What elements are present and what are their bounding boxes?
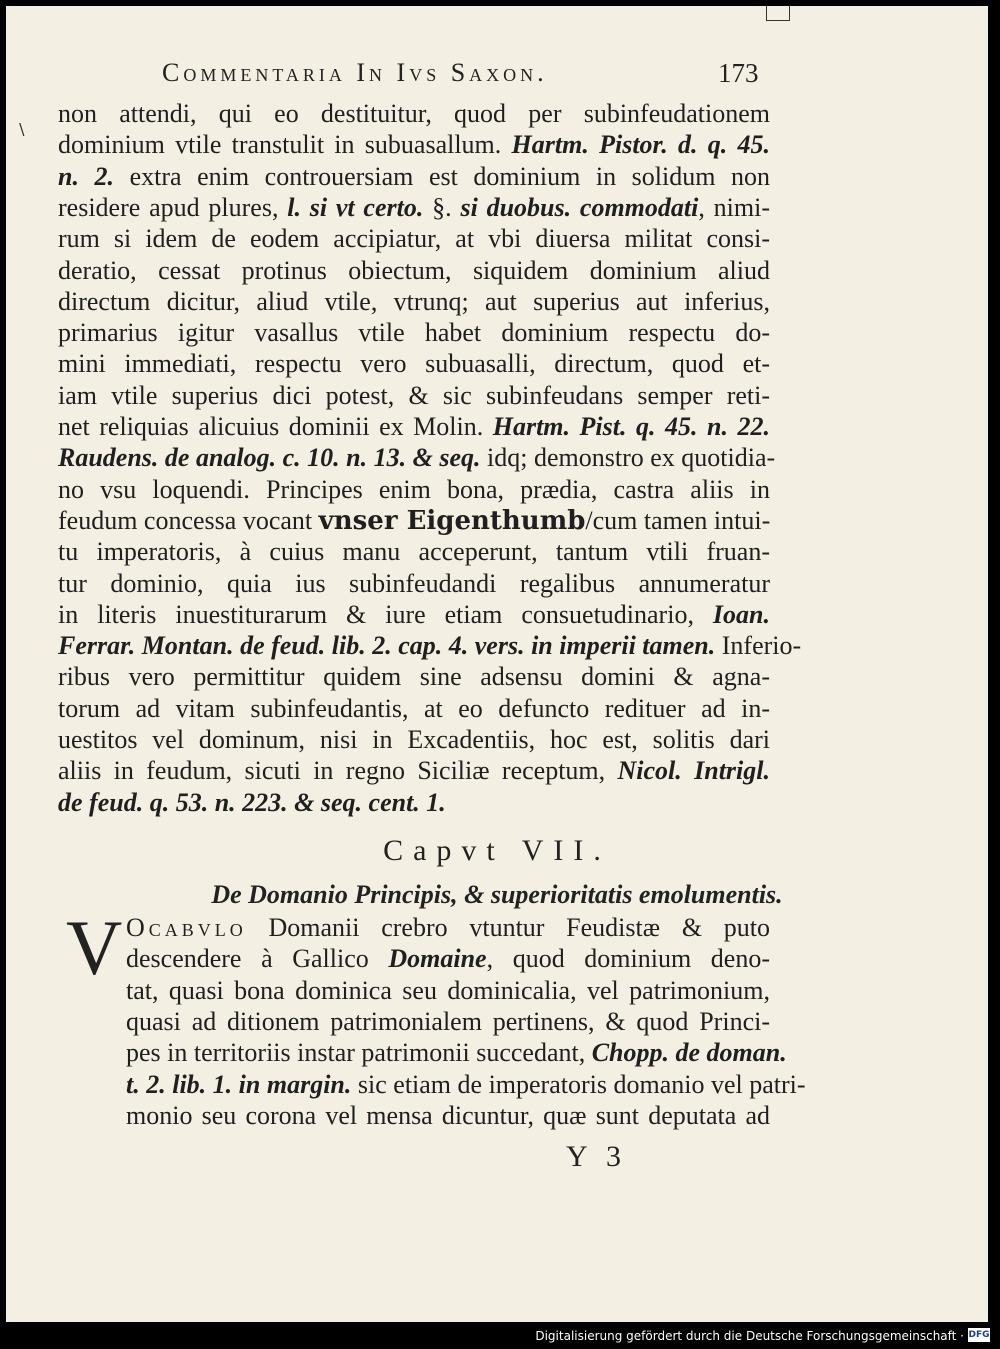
text-run: monio seu corona vel mensa dicuntur, quæ sunt deputata ad <box>126 1100 770 1130</box>
signature-mark: Y 3 <box>566 1140 628 1173</box>
text-run: tat, quasi bona dominica seu dominicalia, vel patrimonium, <box>126 975 770 1005</box>
text-line <box>126 943 770 975</box>
italic-citation: Hartm. Pistor. d. q. 45. <box>511 130 770 160</box>
italic-citation: n. 2. <box>58 161 115 191</box>
text-line <box>126 975 770 1007</box>
chapter-number: Capvt VII. <box>383 834 611 867</box>
text-run: primarius igitur vasallus vtile habet dominium respectu do- <box>58 318 770 348</box>
text-run: torum ad vitam subinfeudantis, at eo defuncto redituer ad in- <box>58 693 770 723</box>
text-line <box>58 348 770 380</box>
text-run: deratio, cessat protinus obiectum, siquidem dominium aliud <box>58 255 770 285</box>
text-line <box>58 599 770 631</box>
text-run: ribus vero permittitur quidem sine adsensu domini & agna- <box>58 662 770 692</box>
text-line <box>58 192 770 224</box>
text-run: net reliquias alicuius dominii ex Molin. <box>58 412 493 441</box>
text-run: pes in territoriis instar patrimonii succedant, <box>126 1038 592 1068</box>
text-run: , nimi- <box>698 192 770 222</box>
text-line <box>126 1006 770 1038</box>
text-run: iam vtile superius dici potest, & sic subinfeudans semper reti- <box>58 380 770 410</box>
text-run: Ocabvlo <box>126 913 247 942</box>
text-line <box>58 724 770 756</box>
running-title: Commentaria In Ivs Saxon. <box>162 58 548 87</box>
text-line <box>58 98 770 130</box>
text-line <box>58 161 770 193</box>
page-number: 173 <box>718 58 759 88</box>
text-line <box>58 755 770 787</box>
text-line <box>58 787 446 819</box>
document-page <box>6 6 988 1322</box>
text-run: §. <box>423 192 461 222</box>
text-line <box>126 1037 787 1069</box>
text-line <box>58 693 770 725</box>
text-line <box>58 630 802 662</box>
text-line <box>58 223 770 255</box>
italic-citation: si duobus. commodati <box>460 192 699 222</box>
text-line <box>58 505 770 537</box>
text-line <box>58 568 770 600</box>
text-run: sic etiam de imperatoris domanio vel patri- <box>351 1069 806 1099</box>
dfg-logo: DFG <box>968 1330 990 1340</box>
text-line <box>58 661 770 693</box>
blackletter-phrase: vnser Eigenthumb <box>318 505 586 536</box>
text-run: uestitos vel dominum, nisi in Excadentiis, hoc est, solitis dari <box>58 725 770 754</box>
page-header <box>6 58 988 98</box>
text-run: residere apud plures, <box>58 192 288 222</box>
text-line <box>58 536 770 568</box>
italic-citation: Chopp. de doman. <box>591 1038 787 1068</box>
text-run: extra enim controuersiam est dominium in solidum non <box>114 161 770 191</box>
margin-mark: ∖ <box>16 122 27 139</box>
text-line <box>58 286 770 318</box>
text-line <box>58 411 770 443</box>
text-line <box>58 474 770 506</box>
chapter-title: De Domanio Principis, & superioritatis emolumentis. <box>211 880 783 909</box>
text-line <box>58 380 770 412</box>
text-run: aliis in feudum, sicuti in regno Siciliæ receptum, <box>58 756 618 786</box>
digitization-credit: Digitalisierung gefördert durch die Deutsche Forschungsgemeinschaft · <box>535 1329 964 1343</box>
text-run: feudum concessa vocant <box>58 505 319 535</box>
text-run: in literis inuestiturarum & iure etiam consuetudinario, <box>58 599 713 629</box>
text-run: no vsu loquendi. Principes enim bona, prædia, castra aliis in <box>58 474 770 504</box>
text-line <box>58 317 770 349</box>
italic-citation: Raudens. de analog. c. 10. n. 13. & seq. <box>58 443 481 473</box>
text-line <box>58 129 770 161</box>
text-run: , quod dominium deno- <box>486 944 770 974</box>
text-run: mini immediati, respectu vero subuasalli, directum, quod et- <box>58 349 770 379</box>
text-line <box>126 912 770 944</box>
text-run: /cum tamen intui- <box>585 505 771 535</box>
text-run: non attendi, qui eo destituitur, quod per subinfeudationem <box>58 99 770 128</box>
italic-citation: Hartm. Pist. q. 45. n. 22. <box>492 412 770 441</box>
text-run: Domanii crebro vtuntur Feudistæ & puto <box>246 913 770 942</box>
text-run: tu imperatoris, à cuius manu acceperunt, tantum vtili fruan- <box>58 537 770 567</box>
text-run: rum si idem de eodem accipiatur, at vbi diuersa militat consi- <box>58 224 770 254</box>
italic-citation: Nicol. Intrigl. <box>617 756 770 786</box>
text-run: descendere à Gallico <box>126 944 389 974</box>
text-run: directum dicitur, aliud vtile, vtrunq; aut superius aut inferius, <box>58 286 770 316</box>
text-line <box>58 442 776 474</box>
text-line <box>58 255 770 287</box>
italic-citation: Ioan. <box>712 599 770 629</box>
italic-citation: de feud. q. 53. n. 223. & seq. cent. 1. <box>58 787 446 817</box>
text-run: Inferio- <box>715 631 802 661</box>
text-line <box>126 1100 770 1132</box>
text-run: dominium vtile transtulit in subuasallum. <box>58 130 512 160</box>
text-run: tur dominio, quia ius subinfeudandi regalibus annumeratur <box>58 568 770 598</box>
page-tab <box>766 6 790 21</box>
italic-citation: Domaine <box>388 944 487 974</box>
text-line <box>126 1069 806 1101</box>
italic-citation: t. 2. lib. 1. in margin. <box>126 1069 352 1099</box>
text-run: idq; demonstro ex quotidia- <box>480 443 776 473</box>
drop-cap: V <box>66 904 123 991</box>
italic-citation: l. si vt certo. <box>287 192 424 222</box>
text-run: quasi ad ditionem patrimonialem pertinens, & quod Princi- <box>126 1006 770 1036</box>
italic-citation: Ferrar. Montan. de feud. lib. 2. cap. 4. vers. in imperii tamen. <box>58 631 716 661</box>
